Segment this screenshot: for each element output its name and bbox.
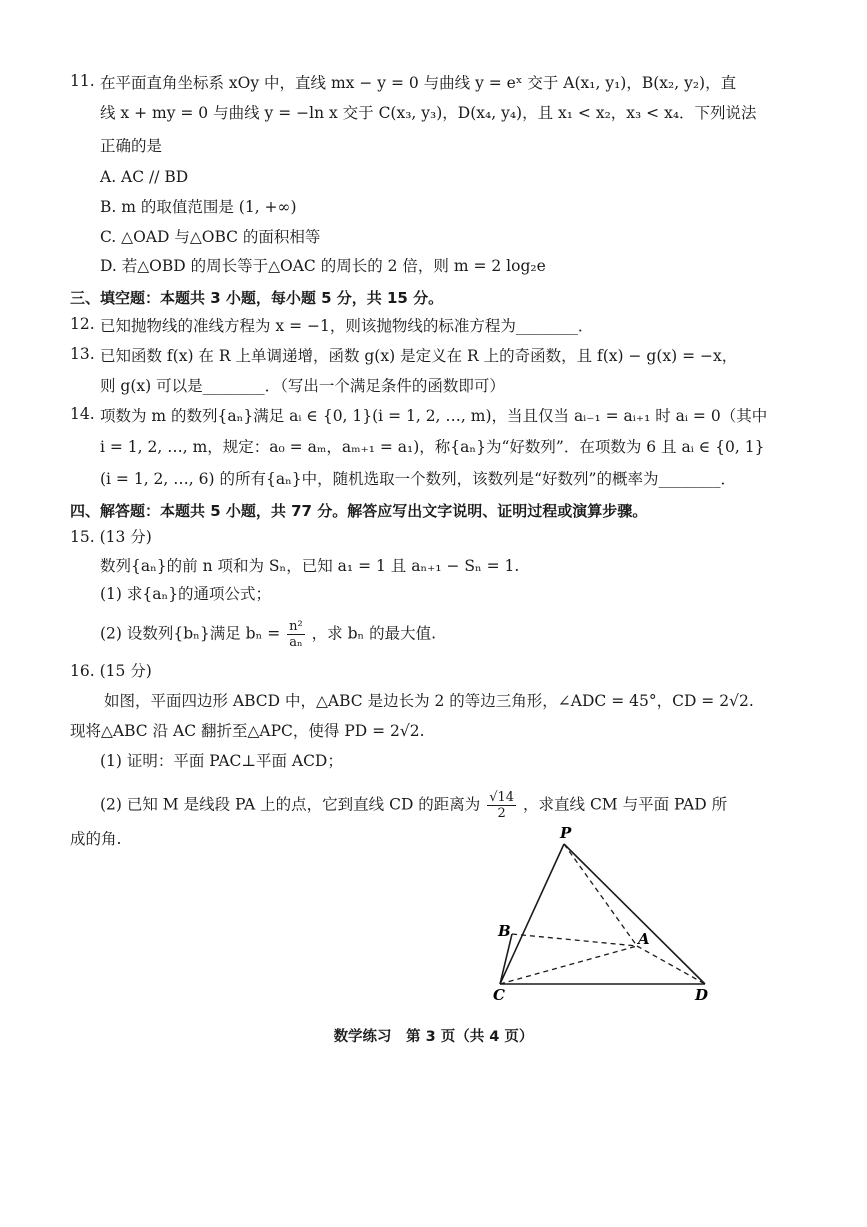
edge-pd <box>564 844 705 984</box>
q15-part-2-tail: ，求 bₙ 的最大值. <box>311 624 437 643</box>
q15-stem: 数列{aₙ}的前 n 项和为 Sₙ，已知 a₁ = 1 且 aₙ₊₁ − Sₙ = 1. <box>100 557 520 575</box>
q12-text: 已知抛物线的准线方程为 x = −1，则该抛物线的标准方程为________． <box>100 317 594 335</box>
q14-number: 14. <box>70 405 95 423</box>
q11-option-c: C. △OAD 与△OBC 的面积相等 <box>100 228 321 246</box>
vertex-c-label: C <box>493 986 505 1004</box>
section-3-heading: 三、填空题：本题共 3 小题，每小题 5 分，共 15 分。 <box>70 289 444 307</box>
q13-line-2: 则 g(x) 可以是________．（写出一个满足条件的函数即可） <box>100 377 505 395</box>
q16-part-1: (1) 证明：平面 PAC⊥平面 ACD； <box>100 752 343 770</box>
section-4-heading: 四、解答题：本题共 5 小题，共 77 分。解答应写出文字说明、证明过程或演算步骤。 <box>70 502 648 520</box>
q15-part-1: (1) 求{aₙ}的通项公式； <box>100 585 272 603</box>
q11-option-a: A. AC // BD <box>100 168 189 186</box>
q13-line-1: 已知函数 f(x) 在 R 上单调递增，函数 g(x) 是定义在 R 上的奇函数，且 f(x) − g(x) = −x， <box>100 347 738 365</box>
edge-ca <box>500 946 637 984</box>
edge-bc <box>500 934 512 984</box>
vertex-b-label: B <box>498 922 511 940</box>
q15-fraction-numerator: n² <box>289 619 303 634</box>
q16-part-2-end: 成的角. <box>70 830 122 848</box>
q14-line-2: i = 1, 2, …, m，规定：a₀ = aₘ，aₘ₊₁ = a₁)，称{aₙ}为“好数列”．在项数为 6 且 aᵢ ∈ {0, 1} <box>100 438 765 456</box>
q11-option-d: D. 若△OBD 的周长等于△OAC 的周长的 2 倍，则 m = 2 log₂e <box>100 257 546 275</box>
q16-line-1: 如图，平面四边形 ABCD 中，△ABC 是边长为 2 的等边三角形，∠ADC = 45°，CD = 2√2. <box>104 692 754 710</box>
q11-option-b: B. m 的取值范围是 (1, +∞) <box>100 198 297 216</box>
edge-ba <box>512 934 637 946</box>
q14-line-3: (i = 1, 2, …, 6) 的所有{aₙ}中，随机选取一个数列，该数列是“好数列”的概率为________． <box>100 470 736 488</box>
vertex-p-label: P <box>560 824 572 842</box>
vertex-a-label: A <box>638 930 650 948</box>
q16-fraction-numerator: √14 <box>489 790 515 805</box>
q11-line-1: 在平面直角坐标系 xOy 中，直线 mx − y = 0 与曲线 y = eˣ 交于 A(x₁, y₁)，B(x₂, y₂)，直 <box>100 74 737 92</box>
q15-header: 15. (13 分) <box>70 528 152 546</box>
edge-pc <box>500 844 564 984</box>
q16-part-2-lead: (2) 已知 M 是线段 PA 上的点，它到直线 CD 的距离为 <box>100 795 481 814</box>
q16-part-2-tail: ，求直线 CM 与平面 PAD 所 <box>523 795 728 814</box>
q12-number: 12. <box>70 315 95 333</box>
q11-number: 11. <box>70 72 95 90</box>
q11-line-3: 正确的是 <box>100 137 163 155</box>
q13-number: 13. <box>70 345 95 363</box>
q16-header: 16. (15 分) <box>70 662 152 680</box>
q16-fraction-denominator: 2 <box>497 806 506 821</box>
vertex-d-label: D <box>695 986 709 1004</box>
q14-line-1: 项数为 m 的数列{aₙ}满足 aᵢ ∈ {0, 1}(i = 1, 2, …, m)，当且仅当 aᵢ₋₁ = aᵢ₊₁ 时 aᵢ = 0（其中 <box>100 407 768 425</box>
edge-ad <box>637 946 705 984</box>
q16-line-2: 现将△ABC 沿 AC 翻折至△APC，使得 PD = 2√2. <box>70 722 425 740</box>
q15-part-2-lead: (2) 设数列{bₙ}满足 bₙ = <box>100 624 281 643</box>
q11-line-2: 线 x + my = 0 与曲线 y = −ln x 交于 C(x₃, y₃)，D(x₄, y₄)，且 x₁ < x₂，x₃ < x₄．下列说法 <box>100 104 757 122</box>
edge-pa <box>564 844 637 946</box>
page-footer: 数学练习 第 3 页（共 4 页） <box>333 1029 534 1045</box>
q15-fraction-denominator: aₙ <box>289 635 303 650</box>
